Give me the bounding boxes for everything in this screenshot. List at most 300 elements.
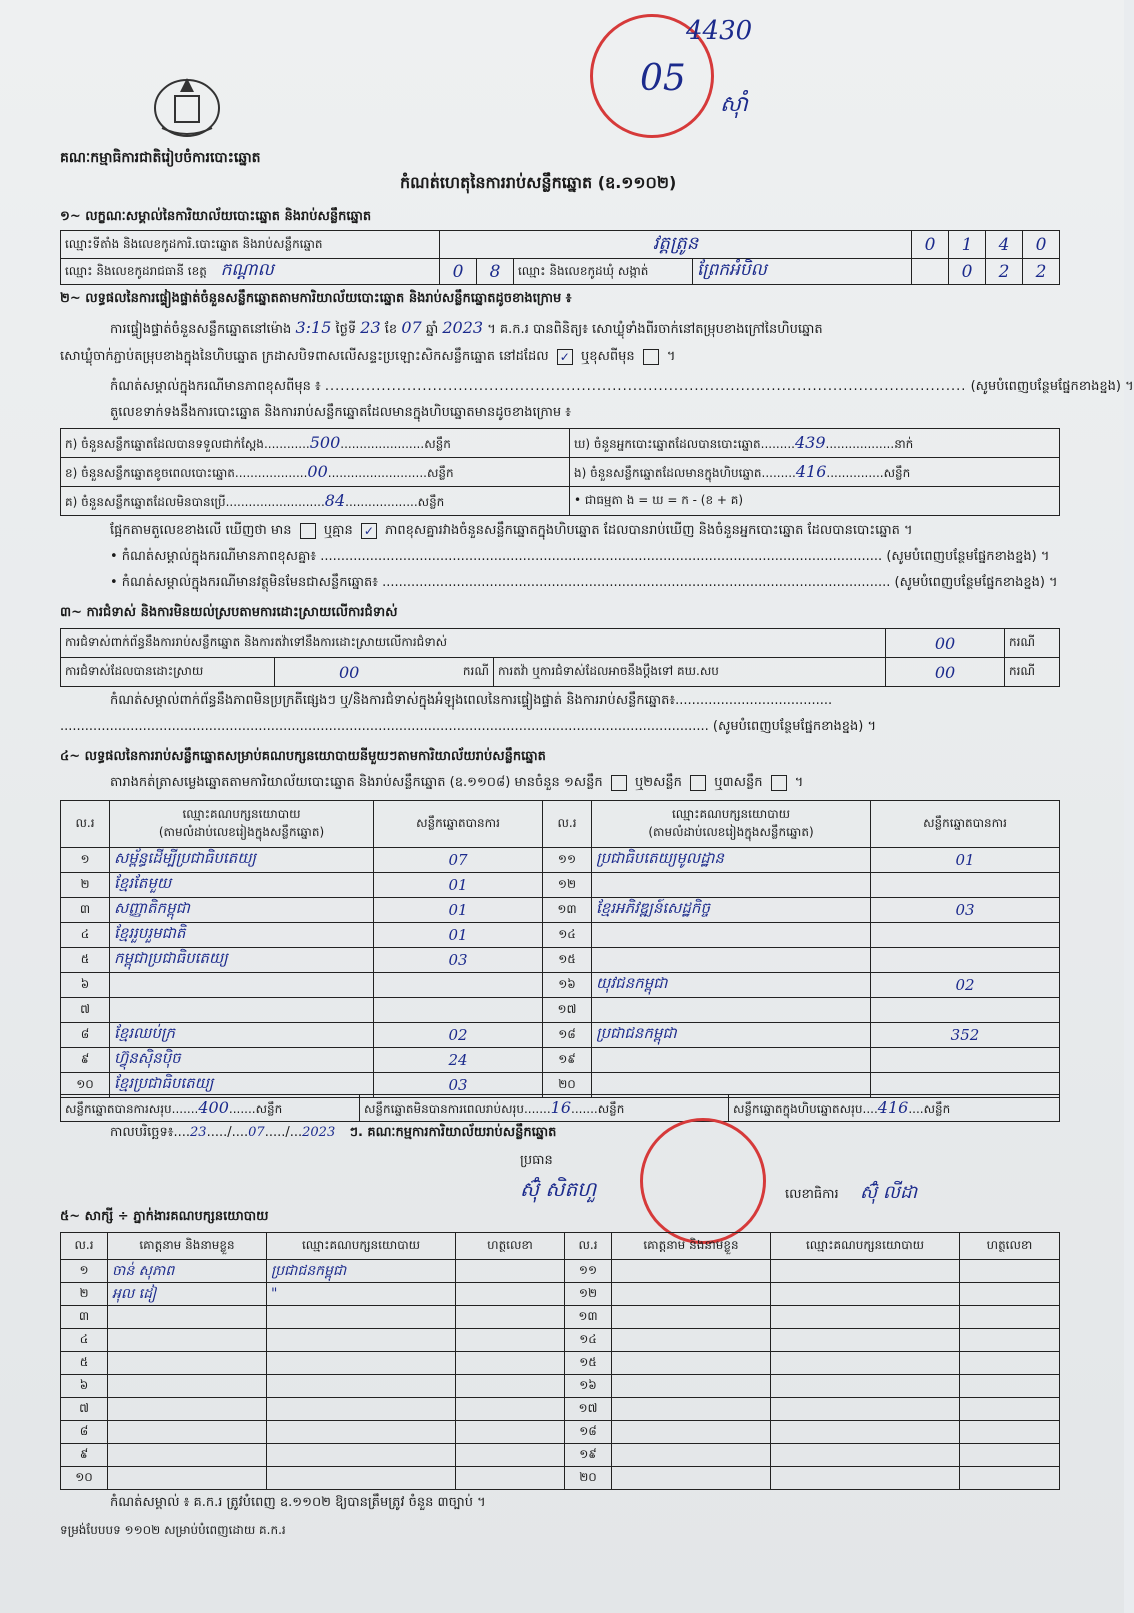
- witness-signature: [456, 1467, 565, 1490]
- party-votes: [871, 998, 1060, 1023]
- unused-ballots-value: 84: [324, 490, 346, 510]
- station-code-2: 1: [949, 231, 986, 259]
- unit-ballot: សន្លឹក: [883, 465, 911, 480]
- unit-case: ករណី: [1005, 658, 1060, 687]
- party-votes: 352: [871, 1023, 1060, 1048]
- party-votes: [374, 998, 543, 1023]
- witness-signature: [960, 1398, 1060, 1421]
- irregularity-line-2: ............................................................................................................................................................. (សូមបំពេញបន្ថែមផ្នែកខាងខ្នង) ។: [60, 719, 877, 734]
- section3-heading: ៣~ ការជំទាស់ និងការមិនយល់ស្របតាមការដោះស្រាយលើការជំទាស់: [60, 605, 398, 620]
- witness-no: ២០: [565, 1467, 612, 1490]
- voters-label: ឃ) ចំនួនអ្នកបោះឆ្នោតដែលបានបោះឆ្នោត: [574, 436, 761, 451]
- witness-party: ប្រជាជនកម្ពុជា: [267, 1260, 456, 1283]
- w-hdr-name-right: គោត្តនាម និងនាមខ្លួន: [612, 1233, 771, 1260]
- witness-party: [267, 1306, 456, 1329]
- witness-no: ១៦: [565, 1375, 612, 1398]
- witness-name: [612, 1398, 771, 1421]
- spoiled-ballots-value: 00: [307, 461, 328, 481]
- party-votes: 01: [374, 923, 543, 948]
- unit: សន្លឹក: [255, 1101, 283, 1116]
- appeal-label: ការតវ៉ា ឬការជំទាស់ដែលអាចនឹងប្តឹងទៅ គឃ.សប: [494, 658, 886, 687]
- party-no: ១៣: [543, 898, 592, 923]
- table-row: [61, 1283, 1060, 1306]
- resolved-cell: [275, 658, 494, 687]
- party-no: ១៤: [543, 923, 592, 948]
- verification-month: 07: [401, 318, 422, 337]
- party-votes: 24: [374, 1048, 543, 1073]
- witness-no: ៤: [61, 1329, 108, 1352]
- witness-party: [267, 1375, 456, 1398]
- w-hdr-party-right: ឈ្មោះគណបក្សនយោបាយ: [771, 1233, 960, 1260]
- hdr-party-line2: (តាមលំដាប់លេខរៀងក្នុងសន្លឹកឆ្នោត): [158, 825, 325, 839]
- polling-station-name: វត្តត្រូន: [440, 231, 912, 259]
- witness-name: [612, 1352, 771, 1375]
- party-name: [592, 948, 871, 973]
- witness-name: [108, 1444, 267, 1467]
- witness-name: [612, 1283, 771, 1306]
- witness-name: ចាន់ សុភាព: [108, 1260, 267, 1283]
- party-votes: 03: [374, 948, 543, 973]
- party-votes: [871, 948, 1060, 973]
- difference-note-label: កំណត់សម្គាល់ក្នុងករណីមានភាពខុសពីមុន ៖: [110, 379, 321, 394]
- table-row: [61, 998, 1060, 1023]
- party-name: ខ្មែររួបរួមជាតិ: [110, 923, 374, 948]
- party-name: [110, 998, 374, 1023]
- object-remark-label: • កំណត់សម្គាល់ក្នុងករណីមានវត្ថុមិនមែនជាសន្លឹកឆ្នោត៖: [110, 575, 378, 590]
- commune-code-1: 0: [949, 259, 986, 285]
- object-remark-line: • កំណត់សម្គាល់ក្នុងករណីមានវត្ថុមិនមែនជាសន្លឹកឆ្នោត៖ ........................................................................................................................... (សូមបំពេញបន្ថែមផ្នែកខាងខ្នង) ។: [110, 575, 1058, 590]
- table-row: [61, 973, 1060, 998]
- voters-value: 439: [794, 432, 826, 452]
- party-name: កម្ពុជាប្រជាធិបតេយ្យ: [110, 948, 374, 973]
- box-ballots-cell: ង) ចំនួនសន្លឹកឆ្នោតដែលមានក្នុងហិបឆ្នោត.........416...............សន្លឹក: [570, 458, 1060, 487]
- table-row: [61, 898, 1060, 923]
- witness-signature: [456, 1329, 565, 1352]
- row1-label: ឈ្មោះទីតាំង និងលេខកូដការិ.បោះឆ្នោត និងរាប់សន្លឹកឆ្នោត: [61, 231, 440, 259]
- handwritten-date: 05: [640, 58, 686, 99]
- witness-name: [108, 1421, 267, 1444]
- objections-table: [60, 628, 1060, 687]
- witness-no: ១៧: [565, 1398, 612, 1421]
- w-hdr-name: គោត្តនាម និងនាមខ្លួន: [108, 1233, 267, 1260]
- one-sheet-checkbox[interactable]: [611, 775, 627, 791]
- voters-cell: ឃ) ចំនួនអ្នកបោះឆ្នោតដែលបានបោះឆ្នោត.........439..................នាក់: [570, 429, 1060, 458]
- party-no: ១២: [543, 873, 592, 898]
- table-row: [61, 1375, 1060, 1398]
- authority-name: គណៈកម្មាធិការជាតិរៀបចំការបោះឆ្នោត: [60, 150, 261, 166]
- secretary-label: លេខាធិការ: [785, 1187, 839, 1202]
- witness-party: ": [267, 1283, 456, 1306]
- party-votes: 01: [374, 898, 543, 923]
- hdr-party-right: [592, 801, 871, 848]
- witness-signature: [960, 1467, 1060, 1490]
- witness-no: ១: [61, 1260, 108, 1283]
- object-remark-hint: (សូមបំពេញបន្ថែមផ្នែកខាងខ្នង) ។: [894, 575, 1058, 590]
- hdr-party-right-line2: (តាមលំដាប់លេខរៀងក្នុងសន្លឹកឆ្នោត): [648, 825, 814, 839]
- total-valid-value: 400: [198, 1097, 229, 1117]
- w-hdr-party: ឈ្មោះគណបក្សនយោបាយ: [267, 1233, 456, 1260]
- party-no: ៧: [61, 998, 110, 1023]
- witness-signature: [960, 1283, 1060, 1306]
- witness-name: អុល ដៀ: [108, 1283, 267, 1306]
- witness-party: [771, 1352, 960, 1375]
- chair-signature: ស៊ុំ សិតហួ: [520, 1177, 597, 1201]
- witness-name: [108, 1352, 267, 1375]
- party-no: ៦: [61, 973, 110, 998]
- table-row: [61, 1421, 1060, 1444]
- seal-line: សោឃ្លុំចាក់ភ្ជាប់តម្រុបខាងក្នុងនៃហិបឆ្នោត ក្រដាសបិទពាសលើសន្ទះប្រឡោះសិកសន្លឹកឆ្នោត នៅដដែល ✓ ឬខុសពីមុន ។: [60, 349, 676, 364]
- table-row: [61, 1329, 1060, 1352]
- witness-no: ១៨: [565, 1421, 612, 1444]
- spoiled-ballots-label: ខ) ចំនួនសន្លឹកឆ្នោតខូចពេលបោះឆ្នោត: [65, 465, 235, 480]
- party-name: ខ្មែរឈប់ក្រ: [110, 1023, 374, 1048]
- party-no: ១៧: [543, 998, 592, 1023]
- w-hdr-no: ល.រ: [61, 1233, 108, 1260]
- footnote: កំណត់សម្គាល់ ៖ គ.ក.រ ត្រូវបំពេញ ឧ.១១០២ ឱ្យបានត្រឹមត្រូវ ចំនួន ៣ច្បាប់ ។: [110, 1495, 486, 1510]
- witness-no: ៣: [61, 1306, 108, 1329]
- section5-heading: ៥~ សាក្សី ÷ ភ្នាក់ងារគណបក្សនយោបាយ: [60, 1209, 269, 1224]
- witness-party: [771, 1306, 960, 1329]
- chair-label: ប្រធាន: [520, 1153, 553, 1168]
- witness-party: [771, 1375, 960, 1398]
- spoiled-ballots-cell: ខ) ចំនួនសន្លឹកឆ្នោតខូចពេលបោះឆ្នោត...................00..........................សន្លឹក: [61, 458, 570, 487]
- party-no: ១: [61, 848, 110, 873]
- party-no: ២: [61, 873, 110, 898]
- total-box-label: សន្លឹកឆ្នោតក្នុងហិបឆ្នោតសរុប: [733, 1101, 863, 1116]
- total-valid-label: សន្លឹកឆ្នោតបានការសរុប: [65, 1101, 172, 1116]
- unit: សន្លឹក: [597, 1101, 625, 1116]
- table-row: [61, 1023, 1060, 1048]
- table-row: [61, 873, 1060, 898]
- hdr-no: ល.រ: [61, 801, 110, 848]
- unit-ballot: សន្លឹក: [426, 465, 454, 480]
- table-row: [61, 1467, 1060, 1490]
- section4-heading: ៤~ លទ្ធផលនៃការរាប់សន្លឹកឆ្នោតសម្រាប់គណបក្សនយោបាយនីមួយៗតាមការិយាល័យរាប់សន្លឹកឆ្នោត: [60, 749, 546, 764]
- party-no: ១១: [543, 848, 592, 873]
- party-name: [592, 1048, 871, 1073]
- witness-name: [108, 1306, 267, 1329]
- difference-remark-line: • កំណត់សម្គាល់ក្នុងករណីមានភាពខុសគ្នា៖ ........................................................................................................................................ (សូមបំពេញបន្ថែមផ្នែកខាងខ្នង) ។: [110, 549, 1050, 564]
- received-ballots-value: 500: [309, 432, 341, 452]
- hdr-votes: សន្លឹកឆ្នោតបានការ: [374, 801, 543, 848]
- witness-signature: [456, 1375, 565, 1398]
- row2-label: [61, 259, 440, 285]
- party-name: យុវជនកម្ពុជា: [592, 973, 871, 998]
- total-box-cell: សន្លឹកឆ្នោតក្នុងហិបឆ្នោតសរុប....416....សន្លឹក: [729, 1095, 1060, 1122]
- hdr-votes-right: សន្លឹកឆ្នោតបានការ: [871, 801, 1060, 848]
- witness-party: [267, 1467, 456, 1490]
- table-row: [61, 948, 1060, 973]
- section1-heading: ១~ លក្ខណៈសម្គាល់នៃការិយាល័យបោះឆ្នោត និងរាប់សន្លឹកឆ្នោត: [60, 209, 372, 224]
- verification-time-label: ការផ្ទៀងផ្ទាត់ចំនួនសន្លឹកឆ្នោតនៅម៉ោង: [110, 322, 292, 337]
- unused-ballots-cell: គ) ចំនួនសន្លឹកឆ្នោតដែលមិនបានប្រើ..........................84...................សន្លឹក: [61, 487, 570, 516]
- section2-heading: ២~ លទ្ធផលនៃការផ្ទៀងផ្ទាត់ចំនួនសន្លឹកឆ្នោតតាមការិយាល័យបោះឆ្នោត និងរាប់សន្លឹកឆ្នោតដូចខាងក្រោម ៖: [60, 291, 572, 306]
- witness-no: ១២: [565, 1283, 612, 1306]
- commune-label: ឈ្មោះ និងលេខកូដឃុំ សង្កាត់: [514, 259, 693, 285]
- table-row: [61, 1306, 1060, 1329]
- witness-party: [267, 1398, 456, 1421]
- same-checkbox[interactable]: ✓: [557, 349, 573, 365]
- witness-signature: [960, 1329, 1060, 1352]
- date-label: កាលបរិច្ឆេទ៖: [110, 1125, 174, 1140]
- different-checkbox[interactable]: [643, 349, 659, 365]
- witness-no: ៦: [61, 1375, 108, 1398]
- resolved-value: 00: [339, 662, 360, 682]
- secretary-signature: ស៊ុំ លីដា: [860, 1182, 918, 1203]
- irregularity-hint: (សូមបំពេញបន្ថែមផ្នែកខាងខ្នង) ។: [712, 719, 877, 734]
- total-valid-cell: សន្លឹកឆ្នោតបានការសរុប.......400.......សន្លឹក: [61, 1095, 360, 1122]
- unit-ballot: សន្លឹក: [417, 494, 445, 509]
- party-votes: [374, 973, 543, 998]
- commune-code-2: 2: [986, 259, 1023, 285]
- witness-party: [267, 1352, 456, 1375]
- witness-name: [108, 1375, 267, 1398]
- witness-name: [108, 1467, 267, 1490]
- witness-signature: [456, 1352, 565, 1375]
- party-name: [592, 873, 871, 898]
- national-emblem-icon: [150, 70, 224, 140]
- objections-value: 00: [886, 629, 1005, 658]
- three-sheet-label: ឬ៣សន្លឹក: [714, 775, 763, 790]
- party-name: ហ៊្វុនស៊ិនប៉ិច: [110, 1048, 374, 1073]
- difference-note-line: កំណត់សម្គាល់ក្នុងករណីមានភាពខុសពីមុន ៖ ............................................................................................................................. (សូមបំពេញបន្ថែមផ្នែកខាងខ្នង) ។: [110, 379, 1134, 394]
- w-hdr-no-right: ល.រ: [565, 1233, 612, 1260]
- sheet-count-line: តារាងកត់ត្រាសម្លេងឆ្នោតតាមការិយាល័យបោះឆ្នោត និងរាប់សន្លឹកឆ្នោត (ឧ.១១០៨) មានចំនួន ១សន្លឹក ឬ២សន្លឹក ឬ៣សន្លឹក ។: [110, 775, 804, 790]
- station-code-4: 0: [1023, 231, 1060, 259]
- witness-party: [771, 1467, 960, 1490]
- total-invalid-value: 16: [550, 1097, 572, 1117]
- date-line: កាលបរិច្ឆេទ៖....23...../....07...../...2023 ៗ. គណៈកម្មការការិយាល័យរាប់សន្លឹកឆ្នោត: [110, 1125, 557, 1140]
- unit-ballot: សន្លឹក: [424, 436, 451, 451]
- w-hdr-sign: ហត្ថលេខា: [456, 1233, 565, 1260]
- party-name: [110, 973, 374, 998]
- witness-no: ៥: [61, 1352, 108, 1375]
- formula-cell: • ជាធម្មតា ង = ឃ = ក - (ខ + គ): [570, 487, 1060, 516]
- party-name: ខ្មែរប្រជាធិបតេយ្យ: [110, 1073, 374, 1098]
- witness-party: [771, 1329, 960, 1352]
- party-name: ខ្មែរតែមួយ: [110, 873, 374, 898]
- witness-signature: [960, 1260, 1060, 1283]
- party-name: ប្រជាធិបតេយ្យមូលដ្ឋាន: [592, 848, 871, 873]
- station-code-1: 0: [912, 231, 949, 259]
- party-no: ៣: [61, 898, 110, 923]
- day-label: ថ្ងៃទី: [335, 322, 357, 337]
- witness-signature: [960, 1375, 1060, 1398]
- totals-table: [60, 1094, 1060, 1122]
- results-body: [61, 848, 1060, 1098]
- difference-remark-hint: (សូមបំពេញបន្ថែមផ្នែកខាងខ្នង) ។: [886, 549, 1050, 564]
- witness-signature: [456, 1306, 565, 1329]
- date-day: 23: [190, 1125, 207, 1140]
- total-invalid-label: សន្លឹកឆ្នោតមិនបានការពេលរាប់សរុប: [364, 1101, 524, 1116]
- verification-day: 23: [360, 318, 381, 337]
- party-name: សម្ព័ន្ធដើម្បីប្រជាធិបតេយ្យ: [110, 848, 374, 873]
- party-no: ១៦: [543, 973, 592, 998]
- party-name: ប្រជាជនកម្ពុជា: [592, 1023, 871, 1048]
- witness-no: ១៣: [565, 1306, 612, 1329]
- witness-signature: [456, 1260, 565, 1283]
- year-label: ឆ្នាំ: [425, 322, 439, 337]
- irregularity-line: កំណត់សម្គាល់ពាក់ព័ន្ធនឹងភាពមិនប្រក្រតីផ្សេងៗ ឬ/និងការជំទាស់ក្នុងអំឡុងពេលនៃការផ្ទៀងផ្ទាត់ និងការរាប់សន្លឹកឆ្នោត៖......................................: [110, 693, 833, 708]
- sheet-count-intro: តារាងកត់ត្រាសម្លេងឆ្នោតតាមការិយាល័យបោះឆ្នោត និងរាប់សន្លឹកឆ្នោត (ឧ.១១០៨) មានចំនួន ១សន្លឹក: [110, 775, 603, 790]
- month-label: ខែ: [384, 322, 398, 337]
- party-votes: 07: [374, 848, 543, 873]
- witness-party: [267, 1444, 456, 1467]
- box-ballots-label: ង) ចំនួនសន្លឹកឆ្នោតដែលមានក្នុងហិបឆ្នោត: [574, 465, 762, 480]
- difference-check-line: [110, 522, 1060, 541]
- witness-name: [612, 1329, 771, 1352]
- witness-party: [267, 1421, 456, 1444]
- province-name: កណ្តាល: [220, 260, 274, 280]
- has-difference-label: ផ្អែកតាមតួលេខខាងលើ ឃើញថា មាន: [110, 523, 292, 538]
- difference-note-hint: (សូមបំពេញបន្ថែមផ្នែកខាងខ្នង) ។: [970, 379, 1134, 394]
- verification-text: ។ គ.ក.រ បានពិនិត្យ៖ សោឃ្លុំទាំងពីរចាក់នៅតម្រុបខាងក្រៅនៃហិបឆ្នោត: [487, 322, 823, 337]
- form-footer: ទម្រង់បែបបទ ១១០២ សម្រាប់បំពេញដោយ គ.ក.រ: [60, 1523, 286, 1537]
- witness-party: [771, 1260, 960, 1283]
- objections-label: ការជំទាស់ពាក់ព័ន្ធនឹងការរាប់សន្លឹកឆ្នោត និងការតវ៉ាទៅនឹងការដោះស្រាយលើការជំទាស់: [61, 629, 886, 658]
- witness-signature: [456, 1398, 565, 1421]
- witness-no: ៨: [61, 1421, 108, 1444]
- resolved-label: ការជំទាស់ដែលបានដោះស្រាយ: [61, 658, 275, 687]
- province-label: ឈ្មោះ និងលេខកូដរាជធានី ខេត្ត: [65, 264, 207, 278]
- party-no: ២០: [543, 1073, 592, 1098]
- table-row: [61, 1260, 1060, 1283]
- witness-no: ២: [61, 1283, 108, 1306]
- three-sheet-checkbox[interactable]: [771, 775, 787, 791]
- witness-no: ១៤: [565, 1329, 612, 1352]
- box-ballots-value: 416: [795, 461, 827, 481]
- party-votes: [871, 923, 1060, 948]
- commune-code-3: 2: [1023, 259, 1060, 285]
- different-label: ឬខុសពីមុន: [580, 349, 635, 364]
- witness-party: [771, 1444, 960, 1467]
- party-votes: 02: [871, 973, 1060, 998]
- party-votes: 02: [374, 1023, 543, 1048]
- party-no: ១៥: [543, 948, 592, 973]
- unit: សន្លឹក: [923, 1101, 951, 1116]
- verification-year: 2023: [442, 318, 484, 337]
- form-title: កំណត់ហេតុនៃការរាប់សន្លឹកឆ្នោត (ឧ.១១០២): [400, 173, 677, 192]
- witness-table: [60, 1232, 1060, 1490]
- hdr-party-line1: ឈ្មោះគណបក្សនយោបាយ: [182, 807, 301, 821]
- witness-no: ១៥: [565, 1352, 612, 1375]
- witness-signature: [960, 1444, 1060, 1467]
- table-row: [61, 923, 1060, 948]
- witness-name: [612, 1467, 771, 1490]
- party-votes: [871, 1048, 1060, 1073]
- party-no: ១០: [61, 1073, 110, 1098]
- handwritten-sign-top: ស៊ាំ: [720, 92, 748, 117]
- witness-signature: [456, 1421, 565, 1444]
- witness-signature: [456, 1283, 565, 1306]
- party-votes: [871, 873, 1060, 898]
- witness-signature: [456, 1444, 565, 1467]
- witness-name: [612, 1260, 771, 1283]
- province-code-2: 8: [477, 259, 514, 285]
- party-votes: 03: [374, 1073, 543, 1098]
- table-row: [61, 1444, 1060, 1467]
- party-votes: 01: [374, 873, 543, 898]
- party-name: [592, 998, 871, 1023]
- results-table: [60, 800, 1060, 1098]
- party-no: ៩: [61, 1048, 110, 1073]
- party-no: ៥: [61, 948, 110, 973]
- party-no: ៤: [61, 923, 110, 948]
- witness-party: [771, 1398, 960, 1421]
- total-box-value: 416: [877, 1097, 909, 1117]
- appeal-value: 00: [886, 658, 1005, 687]
- unit-case: ករណី: [1005, 629, 1060, 658]
- witness-no: ១១: [565, 1260, 612, 1283]
- witness-name: [108, 1398, 267, 1421]
- has-difference-checkbox[interactable]: [300, 523, 316, 539]
- party-votes: 01: [871, 848, 1060, 873]
- two-sheet-label: ឬ២សន្លឹក: [634, 775, 682, 790]
- party-votes: 03: [871, 898, 1060, 923]
- date-month: 07: [248, 1125, 265, 1140]
- witness-name: [612, 1421, 771, 1444]
- commune-name: ព្រែកអំបិល: [693, 259, 912, 285]
- verification-line: [110, 318, 1060, 340]
- witness-party: [771, 1283, 960, 1306]
- difference-explanation: ភាពខុសគ្នារវាងចំនួនសន្លឹកឆ្នោតក្នុងហិបឆ្នោត ដែលបានរាប់ឃើញ និងចំនួនអ្នកបោះឆ្នោត ដែលបានបោះឆ្នោត ។: [385, 523, 913, 538]
- verification-time: 3:15: [295, 318, 332, 337]
- witness-no: ១៩: [565, 1444, 612, 1467]
- ballot-figures-table: [60, 428, 1060, 516]
- figures-intro: តួលេខទាក់ទងនឹងការបោះឆ្នោត និងការរាប់សន្លឹកឆ្នោតដែលមានក្នុងហិបឆ្នោតមានដូចខាងក្រោម ៖: [110, 405, 571, 420]
- two-sheet-checkbox[interactable]: [690, 775, 706, 791]
- hdr-party: [110, 801, 374, 848]
- commune-code-blank: [912, 259, 949, 285]
- seal-text: សោឃ្លុំចាក់ភ្ជាប់តម្រុបខាងក្នុងនៃហិបឆ្នោត ក្រដាសបិទពាសលើសន្ទះប្រឡោះសិកសន្លឹកឆ្នោត នៅដដែល: [60, 349, 549, 364]
- hdr-party-right-line1: ឈ្មោះគណបក្សនយោបាយ: [671, 807, 791, 821]
- party-name: ខ្មែរអភិវឌ្ឍន៍សេដ្ឋកិច្ច: [592, 898, 871, 923]
- irregularity-label: កំណត់សម្គាល់ពាក់ព័ន្ធនឹងភាពមិនប្រក្រតីផ្សេងៗ ឬ/និងការជំទាស់ក្នុងអំឡុងពេលនៃការផ្ទៀងផ្ទាត់ និងការរាប់សន្លឹកឆ្នោត៖: [110, 693, 676, 708]
- witness-no: ៧: [61, 1398, 108, 1421]
- unit-person: នាក់: [894, 436, 914, 451]
- received-ballots-label: ក) ចំនួនសន្លឹកឆ្នោតដែលបានទទួលជាក់ស្តែង: [65, 436, 264, 451]
- witness-signature: [960, 1352, 1060, 1375]
- date-year: 2023: [302, 1125, 336, 1140]
- table-row: [61, 848, 1060, 873]
- party-name: [592, 923, 871, 948]
- witness-signature: [960, 1421, 1060, 1444]
- received-ballots-cell: ក) ចំនួនសន្លឹកឆ្នោតដែលបានទទួលជាក់ស្តែង............500......................សន្លឹក: [61, 429, 570, 458]
- witness-name: [108, 1329, 267, 1352]
- witness-party: [771, 1421, 960, 1444]
- no-difference-checkbox[interactable]: ✓: [361, 523, 377, 539]
- witness-no: ៩: [61, 1444, 108, 1467]
- unit-case: ករណី: [462, 663, 489, 678]
- party-no: ១៨: [543, 1023, 592, 1048]
- witness-name: [612, 1375, 771, 1398]
- station-code-3: 4: [986, 231, 1023, 259]
- unused-ballots-label: គ) ចំនួនសន្លឹកឆ្នោតដែលមិនបានប្រើ: [65, 494, 226, 509]
- party-no: ១៩: [543, 1048, 592, 1073]
- province-code-1: 0: [440, 259, 477, 285]
- w-hdr-sign-right: ហត្ថលេខា: [960, 1233, 1060, 1260]
- witness-body: [61, 1260, 1060, 1490]
- table-row: [61, 1398, 1060, 1421]
- witness-name: [612, 1444, 771, 1467]
- official-stamp-bottom: [640, 1118, 766, 1244]
- section1-table: [60, 230, 1060, 285]
- witness-no: ១០: [61, 1467, 108, 1490]
- table-row: [61, 1352, 1060, 1375]
- witness-signature: [960, 1306, 1060, 1329]
- witness-party: [267, 1329, 456, 1352]
- party-name: សញ្ញាតិកម្ពុជា: [110, 898, 374, 923]
